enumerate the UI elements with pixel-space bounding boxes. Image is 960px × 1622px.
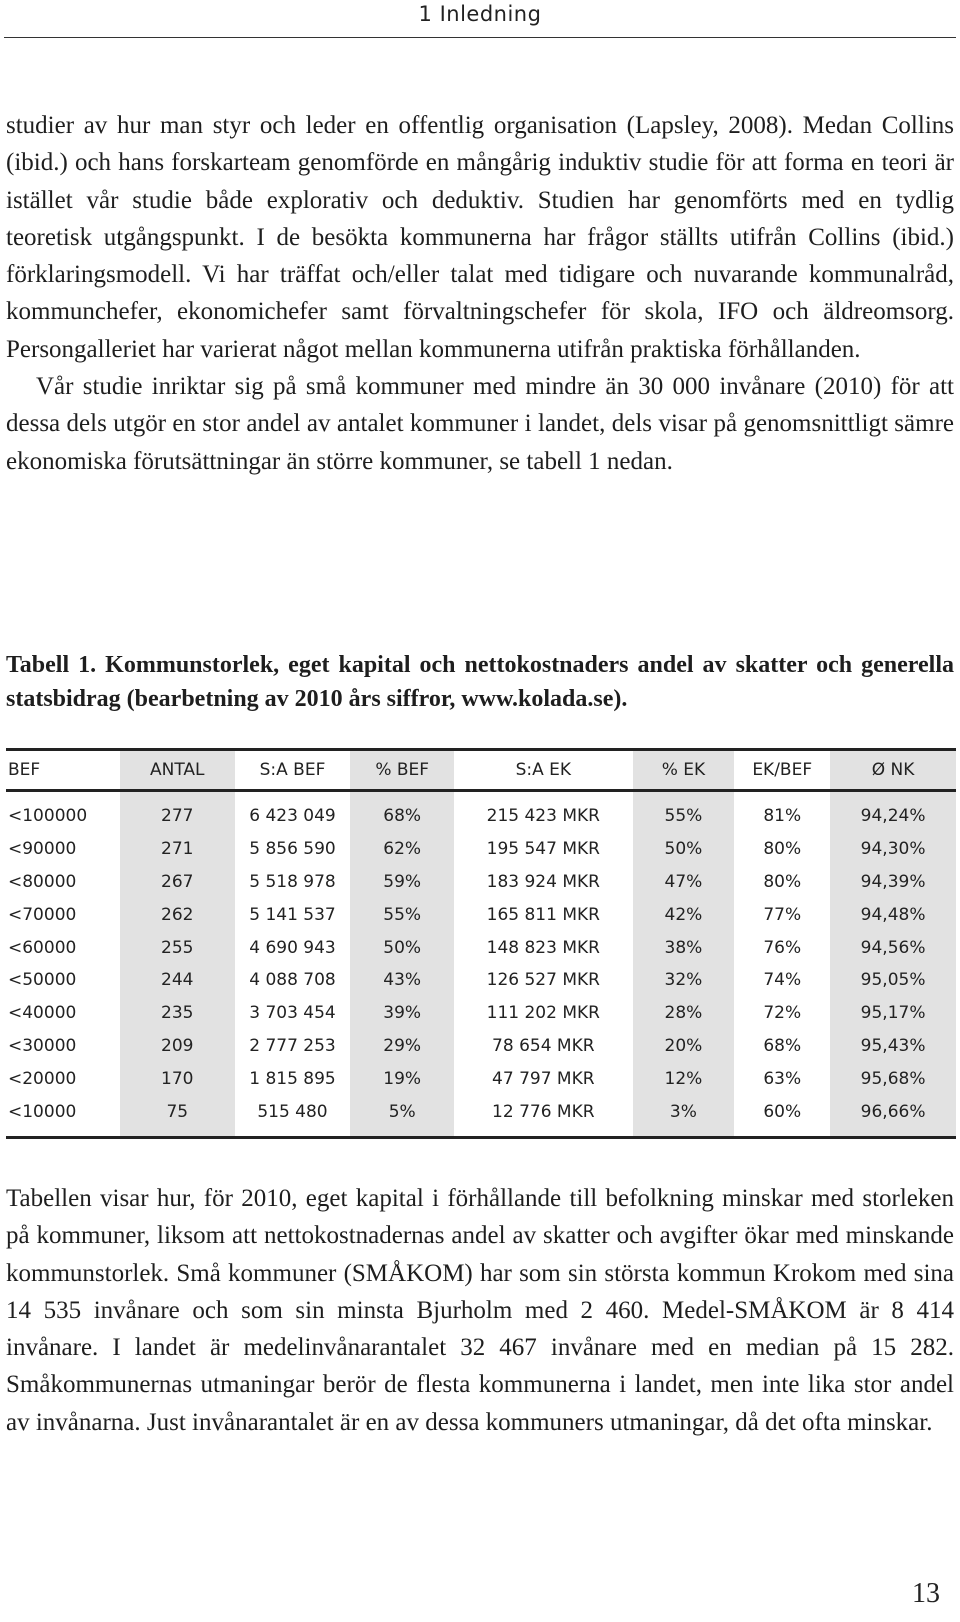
table-cell: 42% xyxy=(633,898,735,931)
table-cell: 29% xyxy=(350,1030,454,1063)
table-cell: 94,48% xyxy=(830,898,956,931)
table-cell: <50000 xyxy=(8,970,77,991)
table-cell: 68% xyxy=(350,791,454,833)
table-cell: 55% xyxy=(633,791,735,833)
table-cell: 81% xyxy=(763,806,802,827)
table-cell: 94,30% xyxy=(830,833,956,866)
table-cell: 95,68% xyxy=(830,1062,956,1095)
table-caption: Tabell 1. Kommunstorlek, eget kapital och nettokostnaders andel av skatter och generella statsbidrag (bearbetning av 2010 års siffror, www.kolada.se). xyxy=(6,652,954,712)
table-cell: 55% xyxy=(350,898,454,931)
header-cell-sa-ek: S:A EK xyxy=(515,760,572,780)
header-cell-sa-bef: S:A BEF xyxy=(259,760,326,780)
table-cell: 39% xyxy=(350,997,454,1030)
table-cell: 94,56% xyxy=(830,931,956,964)
table-cell: 80% xyxy=(763,871,802,892)
table-cell: 3% xyxy=(633,1095,735,1137)
header-cell-nk: Ø NK xyxy=(830,750,956,791)
table-cell: 244 xyxy=(120,964,235,997)
table-cell: 38% xyxy=(633,931,735,964)
table-cell: 95,17% xyxy=(830,997,956,1030)
body-text-bottom xyxy=(6,1180,954,1441)
table-cell: 5% xyxy=(350,1095,454,1137)
table-cell: <70000 xyxy=(8,904,77,925)
table-cell: <60000 xyxy=(8,937,77,958)
table-cell: 78 654 MKR xyxy=(492,1035,595,1056)
table-cell: 74% xyxy=(763,970,802,991)
table-cell: 75 xyxy=(120,1095,235,1137)
table-cell: 60% xyxy=(763,1101,802,1122)
table-cell: 255 xyxy=(120,931,235,964)
table-cell: 80% xyxy=(763,839,802,860)
table-cell: <90000 xyxy=(8,839,77,860)
table-cell: 209 xyxy=(120,1030,235,1063)
table-cell: <10000 xyxy=(8,1101,77,1122)
page-number: 13 xyxy=(912,1578,940,1609)
table-cell: 47% xyxy=(633,866,735,899)
table-cell: 28% xyxy=(633,997,735,1030)
table-cell: 94,24% xyxy=(830,791,956,833)
body-text-top xyxy=(6,107,954,480)
table-cell: 32% xyxy=(633,964,735,997)
table-cell: <100000 xyxy=(8,806,88,827)
table-cell: 72% xyxy=(763,1003,802,1024)
table-cell: 3 703 454 xyxy=(249,1003,336,1024)
table-cell: 215 423 MKR xyxy=(486,806,600,827)
table-cell: 277 xyxy=(120,791,235,833)
table-cell: 165 811 MKR xyxy=(486,904,600,925)
running-head: 1 Inledning xyxy=(418,2,542,26)
table-row xyxy=(6,833,956,866)
paragraph-1: studier av hur man styr och leder en offentlig organisation (Lapsley, 2008). Medan Collins (ibid.) och hans forskarteam genomförde en mångårig induktiv studie för att forma en teori är istället vår studie både explorativ och deduktiv. Studien har genomförts med en tydlig teoretisk utgångspunkt. I de besökta kommunerna har frågor ställts utifrån Collins (ibid.) förklaringsmodell. Vi har träffat och/eller talat med tidigare och nuvarande kommunalråd, kommunchefer, ekonomichefer samt förvaltningschefer för skola, IFO och äldreomsorg. Persongalleriet har varierat något mellan kommunerna utifrån praktiska förhållanden. xyxy=(6,112,954,363)
table-cell: 2 777 253 xyxy=(249,1035,336,1056)
table-cell: 111 202 MKR xyxy=(486,1003,600,1024)
paragraph-2: Vår studie inriktar sig på små kommuner med mindre än 30 000 invånare (2010) för att dessa dels utgör en stor andel av antalet kommuner i landet, dels visar på genomsnittligt sämre ekonomiska förutsättningar än större kommuner, se tabell 1 nedan. xyxy=(6,373,954,475)
table-row xyxy=(6,791,956,833)
table-row xyxy=(6,1062,956,1095)
header-cell-pct-bef: % BEF xyxy=(350,750,454,791)
table-cell: 1 815 895 xyxy=(249,1068,336,1089)
table-cell: 5 141 537 xyxy=(249,904,336,925)
table-cell: 59% xyxy=(350,866,454,899)
table-cell: 19% xyxy=(350,1062,454,1095)
table-cell: 50% xyxy=(350,931,454,964)
table-cell: 95,05% xyxy=(830,964,956,997)
table-row xyxy=(6,964,956,997)
header-cell-pct-ek: % EK xyxy=(633,750,735,791)
table-cell: 271 xyxy=(120,833,235,866)
table-cell: 43% xyxy=(350,964,454,997)
table-cell: 12 776 MKR xyxy=(492,1101,595,1122)
table-cell: 262 xyxy=(120,898,235,931)
table-cell: 195 547 MKR xyxy=(486,839,600,860)
header-rule xyxy=(4,37,956,38)
table-cell: 5 856 590 xyxy=(249,839,336,860)
table-cell: 5 518 978 xyxy=(249,871,336,892)
table-cell: 50% xyxy=(633,833,735,866)
table-cell: 76% xyxy=(763,937,802,958)
table-cell: <80000 xyxy=(8,871,77,892)
table-cell: 170 xyxy=(120,1062,235,1095)
table-cell: 62% xyxy=(350,833,454,866)
table-row xyxy=(6,1095,956,1137)
table-cell: 20% xyxy=(633,1030,735,1063)
table-container xyxy=(6,748,956,1139)
table-row xyxy=(6,1030,956,1063)
table-cell: 47 797 MKR xyxy=(492,1068,595,1089)
table-cell: <40000 xyxy=(8,1003,77,1024)
table-cell: <20000 xyxy=(8,1068,77,1089)
table-cell: <30000 xyxy=(8,1035,77,1056)
table-cell: 515 480 xyxy=(257,1101,328,1122)
data-table xyxy=(6,748,956,1139)
table-body xyxy=(6,791,956,1138)
table-cell: 96,66% xyxy=(830,1095,956,1137)
table-row xyxy=(6,931,956,964)
table-cell: 267 xyxy=(120,866,235,899)
table-cell: 68% xyxy=(763,1035,802,1056)
header-cell-ek-bef: EK/BEF xyxy=(752,760,813,780)
paragraph-3: Tabellen visar hur, för 2010, eget kapital i förhållande till befolkning minskar med storleken på kommuner, liksom att nettokostnadernas andel av skatter och avgifter ökar med minskande kommunstorlek. Små kommuner (SMÅKOM) har som sin största kommun Krokom med sina 14 535 invånare och som sin minsta Bjurholm med 2 460. Medel-SMÅKOM är 8 414 invånare. I landet är medelinvånarantalet 32 467 invånare med en median på 15 282. Småkommunernas utmaningar berör de flesta kommunerna i landet, men inte lika stor andel av invånarna. Just invånarantalet är en av dessa kommuners utmaningar, då det ofta minskar. xyxy=(6,1185,954,1436)
table-row xyxy=(6,866,956,899)
table-cell: 94,39% xyxy=(830,866,956,899)
table-cell: 4 690 943 xyxy=(249,937,336,958)
table-cell: 63% xyxy=(763,1068,802,1089)
table-cell: 183 924 MKR xyxy=(486,871,600,892)
table-row xyxy=(6,898,956,931)
header-cell-bef: BEF xyxy=(8,760,41,780)
table-header-row xyxy=(6,750,956,791)
table-cell: 148 823 MKR xyxy=(486,937,600,958)
table-row xyxy=(6,997,956,1030)
table-cell: 126 527 MKR xyxy=(486,970,600,991)
table-cell: 77% xyxy=(763,904,802,925)
header-cell-antal: ANTAL xyxy=(120,750,235,791)
table-cell: 95,43% xyxy=(830,1030,956,1063)
table-cell: 4 088 708 xyxy=(249,970,336,991)
table-cell: 12% xyxy=(633,1062,735,1095)
table-cell: 6 423 049 xyxy=(249,806,336,827)
table-cell: 235 xyxy=(120,997,235,1030)
